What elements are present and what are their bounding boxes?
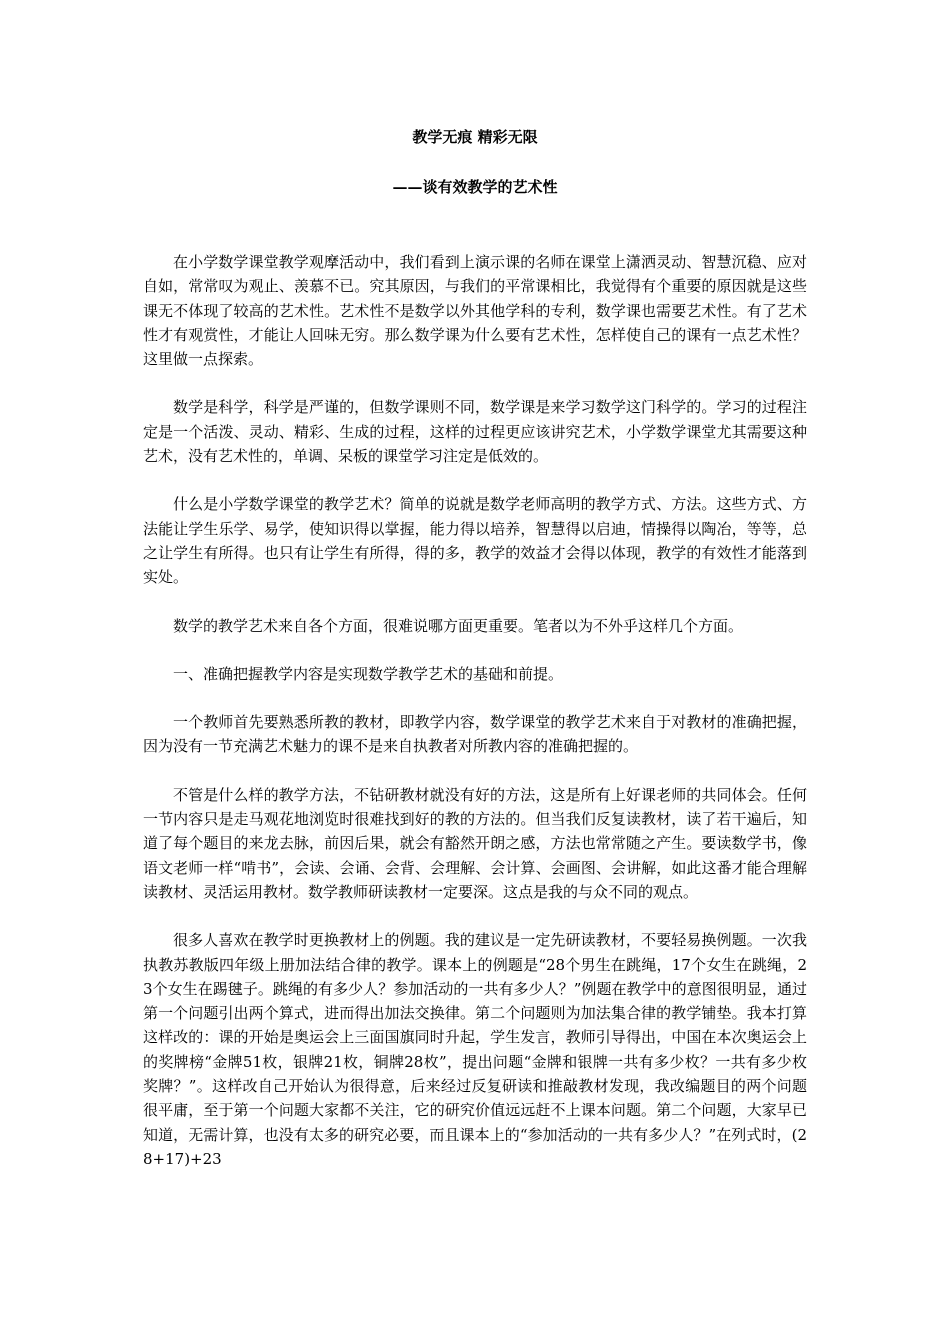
paragraph-example-change: 很多人喜欢在教学时更换教材上的例题。我的建议是一定先研读教材，不要轻易换例题。一次我执教苏教版四年级上册加法结合律的教学。课本上的例题是“28个男生在跳绳，17个女生在跳绳，23个女生在踢毽子。跳绳的有多少人？参加活动的一共有多少人？”例题在教学中的意图很明显，通过第一个问题引出两个算式，进而得出加法交换律。第二个问题则为加法集合律的教学铺垫。我本打算这样改的：课的开始是奥运会上三面国旗同时升起，学生发言，教师引导得出，中国在本次奥运会上的奖牌榜“金牌51枚，银牌21枚，铜牌28枚”，提出问题“金牌和银牌一共有多少枚？一共有多少枚奖牌？”。这样改自己开始认为很得意，后来经过反复研读和推敲教材发现，我改编题目的两个问题很平庸，至于第一个问题大家都不关注，它的研究价值远远赶不上课本问题。第二个问题，大家早已知道，无需计算，也没有太多的研究必要，而且课本上的“参加活动的一共有多少人？”在列式时，(28+17)+23 (143, 931, 807, 1168)
document-subtitle: ——谈有效教学的艺术性 (392, 178, 558, 196)
document-title: 教学无痕 精彩无限 (412, 128, 538, 146)
paragraph-teaching-art: 什么是小学数学课堂的教学艺术？简单的说就是数学老师高明的教学方式、方法。这些方式、方法能让学生乐学、易学，使知识得以掌握，能力得以培养，智慧得以启迪，情操得以陶冶，等等，总之让学生有所得。也只有让学生有所得，得的多，教学的效益才会得以体现，教学的有效性才能落到实处。 (143, 495, 807, 587)
document-body (143, 250, 807, 1195)
paragraph-know-textbook: 一个教师首先要熟悉所教的教材，即教学内容，数学课堂的教学艺术来自于对教材的准确把握，因为没有一节充满艺术魅力的课不是来自执教者对所教内容的准确把握的。 (143, 713, 807, 756)
paragraph-intro: 在小学数学课堂教学观摩活动中，我们看到上演示课的名师在课堂上潇洒灵动、智慧沉稳、应对自如，常常叹为观止、羡慕不已。究其原因，与我们的平常课相比，我觉得有个重要的原因就是这些课无不体现了较高的艺术性。艺术性不是数学以外其他学科的专利，数学课也需要艺术性。有了艺术性才有观赏性，才能让人回味无穷。那么数学课为什么要有艺术性，怎样使自己的课有一点艺术性？这里做一点探索。 (143, 253, 807, 369)
paragraph-math-science: 数学是科学，科学是严谨的，但数学课则不同，数学课是来学习数学这门科学的。学习的过程注定是一个活泼、灵动、精彩、生成的过程，这样的过程更应该讲究艺术，小学数学课堂尤其需要这种艺术，没有艺术性的，单调、呆板的课堂学习注定是低效的。 (143, 398, 807, 466)
paragraph-study-textbook: 不管是什么样的教学方法，不钻研教材就没有好的方法，这是所有上好课老师的共同体会。任何一节内容只是走马观花地浏览时很难找到好的教的方法的。但当我们反复读教材，读了若干遍后，知道了每个题目的来龙去脉，前因后果，就会有豁然开朗之感，方法也常常随之产生。要读数学书，像语文老师一样“啃书”，会读、会诵、会背、会理解、会计算、会画图、会讲解，如此这番才能合理解读教材、灵活运用教材。数学教师研读教材一定要深。这点是我的与众不同的观点。 (143, 785, 807, 901)
section-heading-one: 一、准确把握教学内容是实现数学教学艺术的基础和前提。 (173, 664, 564, 683)
paragraph-aspects: 数学的教学艺术来自各个方面，很难说哪方面更重要。笔者以为不外乎这样几个方面。 (173, 616, 744, 635)
